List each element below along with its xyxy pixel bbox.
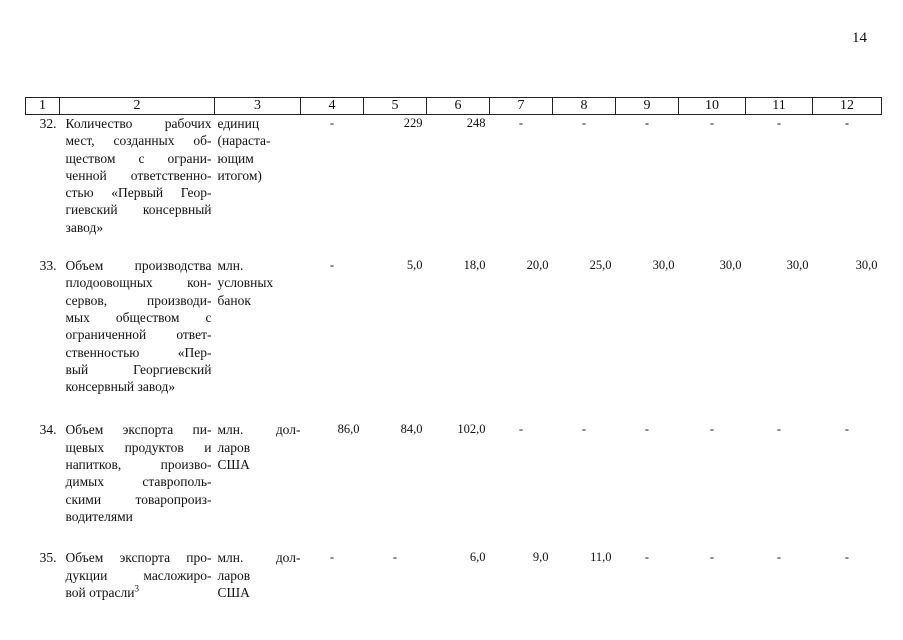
unit-line: млн. дол-	[217, 550, 301, 566]
unit-of-measure	[215, 257, 301, 395]
indicator-name	[60, 549, 215, 601]
column-header-12: 12	[813, 98, 882, 115]
value-cell-col-7: -	[518, 116, 524, 130]
indicator-name-line: вый Георгиевский	[65, 361, 212, 377]
indicator-name-line: консервный завод»	[65, 379, 176, 395]
row-number: 33.	[39, 258, 57, 274]
indicator-name-line: стью «Первый Геор-	[65, 185, 212, 201]
value-cell-col-5: 229	[403, 116, 423, 130]
indicator-name-line: завод»	[65, 219, 104, 235]
row-number: 32.	[39, 116, 57, 131]
column-header-4: 4	[301, 98, 364, 115]
value-cell-col-10: -	[709, 550, 715, 565]
value-cell-col-5: 5,0	[406, 258, 423, 273]
indicator-name-line: плодоовощных кон-	[65, 275, 212, 291]
indicator-name-line: димых ставрополь-	[65, 474, 212, 490]
column-header-5: 5	[364, 98, 427, 115]
column-header-11: 11	[746, 98, 813, 115]
footnote-marker: 3	[134, 583, 139, 594]
value-cell-col-9: -	[644, 116, 650, 130]
indicator-name-line: Количество рабочих	[65, 116, 212, 131]
unit-line: итогом)	[217, 167, 262, 183]
value-cell-col-8: -	[581, 116, 587, 130]
indicator-name-line: ченной ответственно-	[65, 167, 212, 183]
value-cell-col-6: 18,0	[463, 258, 486, 273]
table-row	[26, 257, 882, 395]
indicator-name-line: щевых продуктов и	[65, 439, 212, 455]
indicator-name-line: водителями	[65, 508, 133, 524]
row-spacer	[26, 395, 882, 421]
value-cell-col-4: -	[329, 258, 335, 273]
value-cell-col-11: -	[776, 422, 782, 437]
value-cell-col-7: 9,0	[532, 550, 549, 565]
value-cell-col-12: -	[844, 422, 850, 437]
indicator-name-line: Объем производства	[65, 258, 212, 274]
value-cell-col-4: -	[329, 550, 335, 565]
value-cell-col-11: -	[776, 550, 782, 565]
indicator-name-line: вой отрасли$^3$	[65, 583, 139, 600]
indicator-name-line: Объем экспорта про-	[65, 550, 212, 566]
value-cell-col-5: 84,0	[400, 422, 423, 437]
indicator-name-line: напитков, произво-	[65, 457, 212, 473]
header-row	[26, 98, 882, 115]
unit-line: США	[217, 584, 250, 600]
value-cell-col-7: 20,0	[526, 258, 549, 273]
unit-line: (нараста-	[217, 133, 271, 149]
value-cell-col-9: -	[644, 422, 650, 437]
value-cell-col-11: -	[776, 116, 782, 130]
value-cell-col-11: 30,0	[786, 258, 809, 273]
value-cell-col-6: 6,0	[469, 550, 486, 565]
indicator-name-line: сервов, производи-	[65, 292, 212, 308]
value-cell-col-12: 30,0	[855, 258, 878, 273]
unit-line: млн. дол-	[217, 422, 301, 438]
row-spacer	[26, 525, 882, 549]
unit-line: США	[217, 457, 250, 473]
unit-of-measure	[215, 421, 301, 525]
value-cell-col-6: 248	[466, 116, 486, 130]
indicators-table	[25, 97, 882, 601]
column-header-3: 3	[215, 98, 301, 115]
indicator-name	[60, 257, 215, 395]
indicator-name-line: гиевский консервный	[65, 202, 212, 218]
column-header-10: 10	[679, 98, 746, 115]
indicator-name-line: ществом с ограни-	[65, 150, 212, 166]
column-header-2: 2	[60, 98, 215, 115]
value-cell-col-12: -	[844, 116, 850, 130]
column-header-6: 6	[427, 98, 490, 115]
row-spacer	[26, 236, 882, 257]
value-cell-col-9: -	[644, 550, 650, 565]
indicator-name-line: дукции масложиро-	[65, 567, 212, 583]
row-number: 35.	[39, 550, 57, 566]
value-cell-col-5: -	[392, 550, 398, 565]
unit-line: млн.	[217, 258, 244, 274]
value-cell-col-8: -	[581, 422, 587, 437]
unit-line: ющим	[217, 150, 254, 166]
indicator-name-line: Объем экспорта пи-	[65, 422, 212, 438]
indicator-name	[60, 421, 215, 525]
value-cell-col-12: -	[844, 550, 850, 565]
value-cell-col-10: -	[709, 422, 715, 437]
unit-line: условных	[217, 275, 274, 291]
unit-line: банок	[217, 292, 251, 308]
row-number: 34.	[39, 422, 57, 438]
unit-line: единиц	[217, 116, 260, 131]
value-cell-col-10: 30,0	[719, 258, 742, 273]
column-header-7: 7	[490, 98, 553, 115]
unit-line: ларов	[217, 567, 251, 583]
indicator-name-line: ограниченной ответ-	[65, 327, 212, 343]
column-header-1: 1	[26, 98, 60, 115]
unit-of-measure	[215, 549, 301, 601]
column-header-8: 8	[553, 98, 616, 115]
indicator-name	[60, 115, 215, 237]
indicator-name-line: скими товаропроиз-	[65, 491, 212, 507]
value-cell-col-7: -	[518, 422, 524, 437]
unit-line: ларов	[217, 439, 251, 455]
value-cell-col-8: 25,0	[589, 258, 612, 273]
value-cell-col-10: -	[709, 116, 715, 130]
page-number: 14	[852, 30, 867, 46]
value-cell-col-4: -	[329, 116, 335, 130]
value-cell-col-6: 102,0	[457, 422, 486, 437]
table-row	[26, 549, 882, 601]
value-cell-col-4: 86,0	[337, 422, 360, 437]
indicator-name-line: мест, созданных об-	[65, 133, 212, 149]
value-cell-col-9: 30,0	[652, 258, 675, 273]
table-row	[26, 115, 882, 237]
indicator-name-line: ственностью «Пер-	[65, 344, 212, 360]
table-row	[26, 421, 882, 525]
unit-of-measure	[215, 115, 301, 237]
indicator-name-line: мых обществом с	[65, 309, 212, 325]
value-cell-col-8: 11,0	[590, 550, 612, 565]
column-header-9: 9	[616, 98, 679, 115]
